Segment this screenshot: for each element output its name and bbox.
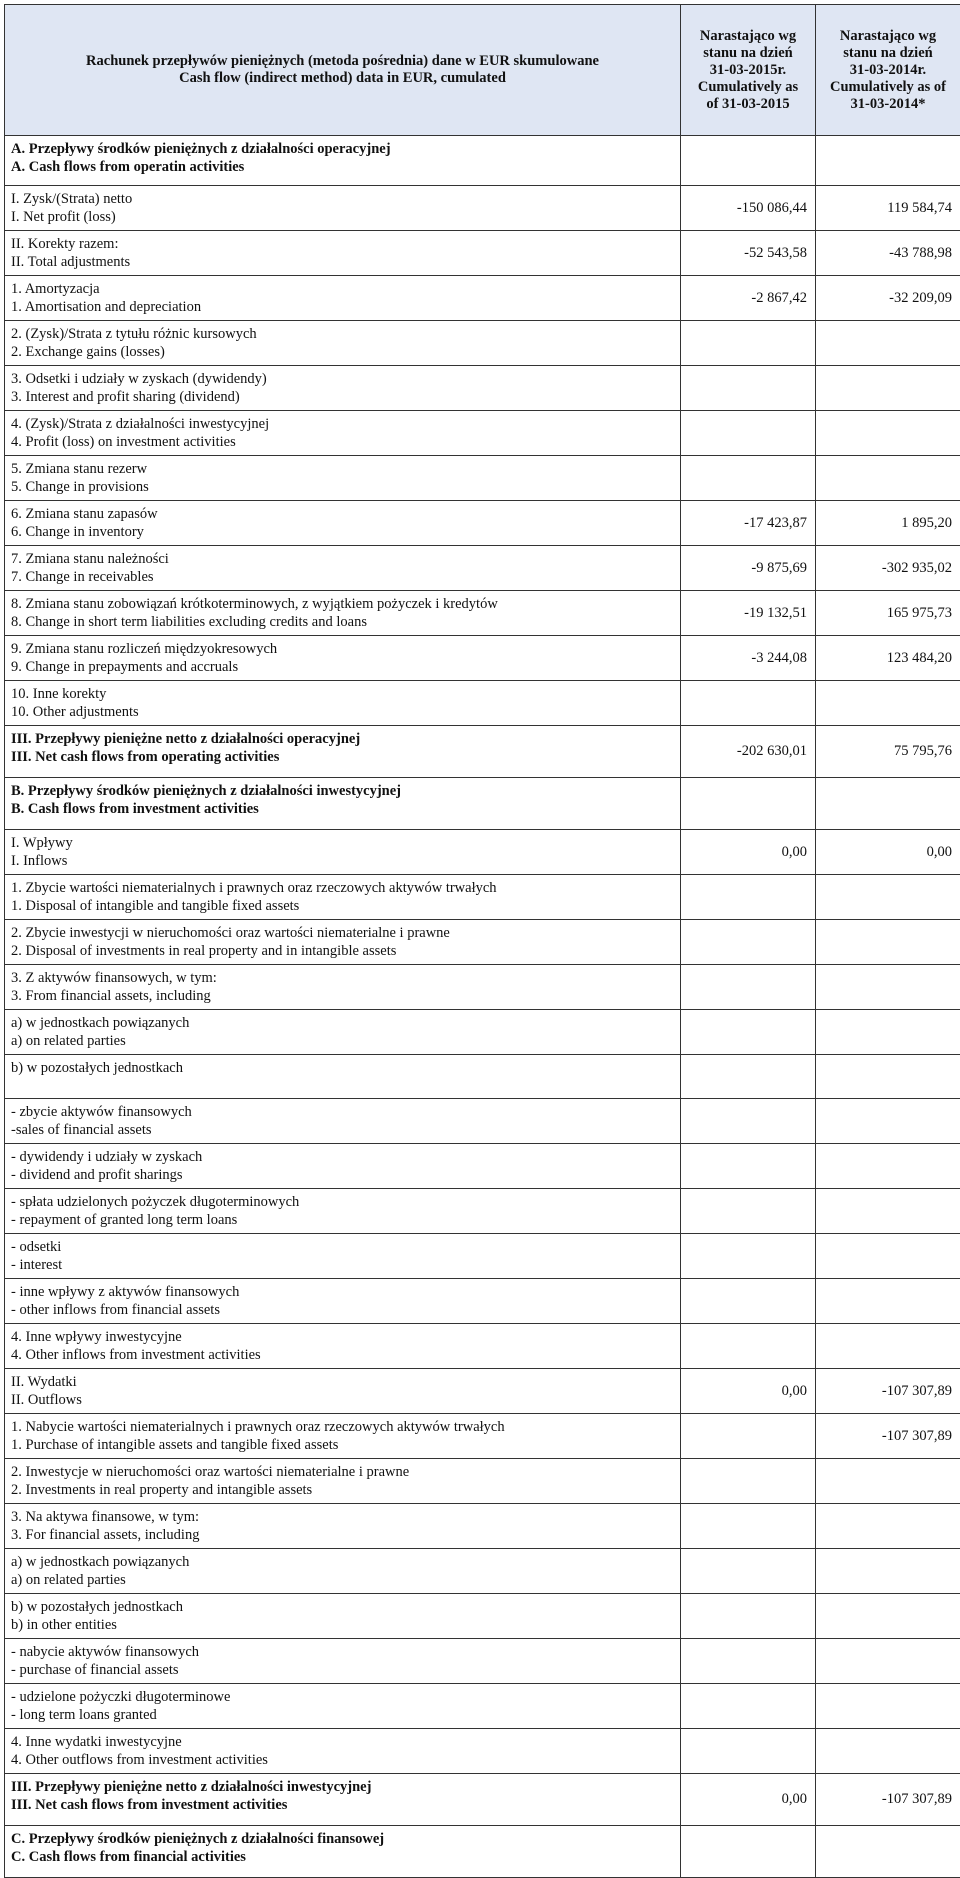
- row-label-pl: - odsetki: [11, 1238, 674, 1256]
- value-2015: [681, 681, 816, 726]
- value-2014: -107 307,89: [816, 1414, 960, 1459]
- row-label-pl: 7. Zmiana stanu należności: [11, 550, 674, 568]
- table-row: [5, 501, 960, 546]
- row-label-en: II. Total adjustments: [11, 253, 674, 271]
- row-description: [5, 546, 681, 591]
- value-2014: [816, 366, 960, 411]
- value-2015: -52 543,58: [681, 231, 816, 276]
- row-description: [5, 276, 681, 321]
- row-label-en: - repayment of granted long term loans: [11, 1211, 674, 1229]
- row-label-pl: II. Wydatki: [11, 1373, 674, 1391]
- value-2015: [681, 875, 816, 920]
- value-2014: [816, 1729, 960, 1774]
- row-description: [5, 920, 681, 965]
- value-2014: [816, 1504, 960, 1549]
- row-description: [5, 321, 681, 366]
- row-label-en: 4. Other inflows from investment activities: [11, 1346, 674, 1364]
- row-label-en: 3. From financial assets, including: [11, 987, 674, 1005]
- value-2014: 0,00: [816, 830, 960, 875]
- row-label-en: II. Outflows: [11, 1391, 674, 1409]
- value-2014: [816, 1010, 960, 1055]
- header-2014: Narastająco wg stanu na dzień 31-03-2014r. Cumulatively as of 31-03-2014*: [816, 5, 960, 136]
- table-row: [5, 411, 960, 456]
- row-label-pl: C. Przepływy środków pieniężnych z działalności finansowej: [11, 1830, 674, 1848]
- row-label-pl: 1. Zbycie wartości niematerialnych i prawnych oraz rzeczowych aktywów trwałych: [11, 879, 674, 897]
- row-description: [5, 1279, 681, 1324]
- table-row: [5, 1729, 960, 1774]
- value-2014: [816, 1684, 960, 1729]
- value-2015: [681, 920, 816, 965]
- value-2015: [681, 321, 816, 366]
- row-description: [5, 830, 681, 875]
- row-description: [5, 1189, 681, 1234]
- row-description: [5, 186, 681, 231]
- cash-flow-table: [4, 4, 960, 1878]
- row-label-en: 2. Disposal of investments in real property and in intangible assets: [11, 942, 674, 960]
- table-row: [5, 1234, 960, 1279]
- row-label-pl: 4. (Zysk)/Strata z działalności inwestycyjnej: [11, 415, 674, 433]
- row-label-en: A. Cash flows from operatin activities: [11, 158, 674, 176]
- table-row: [5, 830, 960, 875]
- value-2014: [816, 1459, 960, 1504]
- value-2014: [816, 321, 960, 366]
- table-row: [5, 456, 960, 501]
- row-label-pl: a) w jednostkach powiązanych: [11, 1014, 674, 1032]
- row-label-pl: a) w jednostkach powiązanych: [11, 1553, 674, 1571]
- row-label-en: - other inflows from financial assets: [11, 1301, 674, 1319]
- row-description: [5, 778, 681, 830]
- table-row: [5, 1826, 960, 1878]
- row-description: [5, 591, 681, 636]
- value-2015: [681, 1594, 816, 1639]
- value-2014: 119 584,74: [816, 186, 960, 231]
- value-2015: [681, 1826, 816, 1878]
- value-2014: [816, 1549, 960, 1594]
- value-2014: [816, 1324, 960, 1369]
- table-row: [5, 1189, 960, 1234]
- value-2014: -107 307,89: [816, 1369, 960, 1414]
- value-2014: [816, 1055, 960, 1099]
- row-description: [5, 456, 681, 501]
- cash-flow-statement: [4, 4, 960, 1878]
- header-description: Rachunek przepływów pieniężnych (metoda pośrednia) dane w EUR skumulowane Cash flow (indirect method) data in EUR, cumulated: [5, 5, 681, 136]
- value-2014: [816, 1279, 960, 1324]
- row-label-en: III. Net cash flows from operating activities: [11, 748, 674, 766]
- row-label-en: a) on related parties: [11, 1032, 674, 1050]
- value-2015: [681, 1144, 816, 1189]
- value-2014: 123 484,20: [816, 636, 960, 681]
- row-label-pl: III. Przepływy pieniężne netto z działalności inwestycyjnej: [11, 1778, 674, 1796]
- row-label-en: 1. Disposal of intangible and tangible fixed assets: [11, 897, 674, 915]
- table-row: [5, 1459, 960, 1504]
- value-2014: [816, 875, 960, 920]
- row-description: [5, 1729, 681, 1774]
- row-description: [5, 681, 681, 726]
- table-row: [5, 778, 960, 830]
- value-2014: [816, 1189, 960, 1234]
- value-2015: -17 423,87: [681, 501, 816, 546]
- row-label-pl: 3. Na aktywa finansowe, w tym:: [11, 1508, 674, 1526]
- row-label-pl: I. Zysk/(Strata) netto: [11, 190, 674, 208]
- row-description: [5, 636, 681, 681]
- row-label-en: - dividend and profit sharings: [11, 1166, 674, 1184]
- table-row: [5, 1324, 960, 1369]
- row-description: [5, 1099, 681, 1144]
- table-row: [5, 1414, 960, 1459]
- row-label-pl: 3. Odsetki i udziały w zyskach (dywidendy): [11, 370, 674, 388]
- row-label-en: 7. Change in receivables: [11, 568, 674, 586]
- row-description: [5, 231, 681, 276]
- value-2015: [681, 1324, 816, 1369]
- table-row: [5, 591, 960, 636]
- row-label-pl: 2. (Zysk)/Strata z tytułu różnic kursowych: [11, 325, 674, 343]
- row-description: [5, 136, 681, 186]
- row-description: [5, 1826, 681, 1878]
- value-2014: -43 788,98: [816, 231, 960, 276]
- row-description: [5, 1369, 681, 1414]
- row-description: [5, 1459, 681, 1504]
- value-2014: [816, 456, 960, 501]
- value-2015: [681, 1010, 816, 1055]
- row-description: [5, 1594, 681, 1639]
- row-description: [5, 1414, 681, 1459]
- value-2015: [681, 1234, 816, 1279]
- table-row: [5, 186, 960, 231]
- row-description: [5, 411, 681, 456]
- row-label-pl: 2. Zbycie inwestycji w nieruchomości oraz wartości niematerialne i prawne: [11, 924, 674, 942]
- row-label-pl: b) w pozostałych jednostkach: [11, 1598, 674, 1616]
- row-label-en: C. Cash flows from financial activities: [11, 1848, 674, 1866]
- row-label-en: 10. Other adjustments: [11, 703, 674, 721]
- row-label-pl: I. Wpływy: [11, 834, 674, 852]
- row-description: [5, 965, 681, 1010]
- value-2014: [816, 1099, 960, 1144]
- row-description: [5, 875, 681, 920]
- value-2015: -2 867,42: [681, 276, 816, 321]
- row-label-en: 1. Amortisation and depreciation: [11, 298, 674, 316]
- table-row: [5, 231, 960, 276]
- value-2015: [681, 1504, 816, 1549]
- value-2015: [681, 1684, 816, 1729]
- row-label-pl: II. Korekty razem:: [11, 235, 674, 253]
- table-header-row: [5, 5, 960, 136]
- row-label-en: 8. Change in short term liabilities excluding credits and loans: [11, 613, 674, 631]
- row-description: [5, 1774, 681, 1826]
- table-row: [5, 1504, 960, 1549]
- row-label-en: 5. Change in provisions: [11, 478, 674, 496]
- row-description: [5, 1324, 681, 1369]
- row-description: [5, 366, 681, 411]
- value-2015: [681, 1414, 816, 1459]
- row-label-en: - purchase of financial assets: [11, 1661, 674, 1679]
- row-label-en: 2. Investments in real property and intangible assets: [11, 1481, 674, 1499]
- value-2014: [816, 681, 960, 726]
- table-row: [5, 1549, 960, 1594]
- table-row: [5, 1684, 960, 1729]
- value-2015: [681, 1639, 816, 1684]
- value-2015: [681, 411, 816, 456]
- value-2015: [681, 1099, 816, 1144]
- row-label-en: I. Net profit (loss): [11, 208, 674, 226]
- row-label-pl: 4. Inne wydatki inwestycyjne: [11, 1733, 674, 1751]
- value-2014: [816, 411, 960, 456]
- table-row: [5, 726, 960, 778]
- table-row: [5, 546, 960, 591]
- table-row: [5, 1774, 960, 1826]
- value-2015: [681, 1189, 816, 1234]
- row-description: [5, 1549, 681, 1594]
- row-label-pl: 8. Zmiana stanu zobowiązań krótkoterminowych, z wyjątkiem pożyczek i kredytów: [11, 595, 674, 613]
- row-label-pl: b) w pozostałych jednostkach: [11, 1059, 674, 1077]
- row-label-en: a) on related parties: [11, 1571, 674, 1589]
- table-row: [5, 875, 960, 920]
- table-row: [5, 636, 960, 681]
- row-label-en: b) in other entities: [11, 1616, 674, 1634]
- value-2015: [681, 1055, 816, 1099]
- value-2014: -107 307,89: [816, 1774, 960, 1826]
- row-label-pl: 10. Inne korekty: [11, 685, 674, 703]
- row-label-en: 2. Exchange gains (losses): [11, 343, 674, 361]
- value-2014: [816, 778, 960, 830]
- row-label-en: I. Inflows: [11, 852, 674, 870]
- value-2015: [681, 1549, 816, 1594]
- row-label-pl: - inne wpływy z aktywów finansowych: [11, 1283, 674, 1301]
- value-2015: -9 875,69: [681, 546, 816, 591]
- row-label-en: - long term loans granted: [11, 1706, 674, 1724]
- row-label-pl: - udzielone pożyczki długoterminowe: [11, 1688, 674, 1706]
- value-2014: 1 895,20: [816, 501, 960, 546]
- value-2015: [681, 456, 816, 501]
- row-label-pl: 3. Z aktywów finansowych, w tym:: [11, 969, 674, 987]
- row-label-en: 6. Change in inventory: [11, 523, 674, 541]
- row-label-pl: 1. Nabycie wartości niematerialnych i prawnych oraz rzeczowych aktywów trwałych: [11, 1418, 674, 1436]
- row-label-pl: 5. Zmiana stanu rezerw: [11, 460, 674, 478]
- value-2015: [681, 778, 816, 830]
- value-2014: 165 975,73: [816, 591, 960, 636]
- value-2014: 75 795,76: [816, 726, 960, 778]
- table-row: [5, 920, 960, 965]
- table-row: [5, 965, 960, 1010]
- table-row: [5, 1594, 960, 1639]
- table-row: [5, 1010, 960, 1055]
- table-row: [5, 276, 960, 321]
- value-2014: [816, 965, 960, 1010]
- value-2015: [681, 136, 816, 186]
- value-2014: [816, 1594, 960, 1639]
- row-description: [5, 1144, 681, 1189]
- value-2015: [681, 1459, 816, 1504]
- row-description: [5, 1684, 681, 1729]
- row-description: [5, 1234, 681, 1279]
- row-label-pl: - spłata udzielonych pożyczek długoterminowych: [11, 1193, 674, 1211]
- table-row: [5, 1144, 960, 1189]
- row-description: [5, 1504, 681, 1549]
- row-label-en: 9. Change in prepayments and accruals: [11, 658, 674, 676]
- row-label-pl: 1. Amortyzacja: [11, 280, 674, 298]
- row-description: [5, 726, 681, 778]
- value-2014: [816, 136, 960, 186]
- value-2015: [681, 965, 816, 1010]
- value-2015: 0,00: [681, 1369, 816, 1414]
- table-row: [5, 1099, 960, 1144]
- value-2014: -32 209,09: [816, 276, 960, 321]
- row-label-pl: 6. Zmiana stanu zapasów: [11, 505, 674, 523]
- table-row: [5, 321, 960, 366]
- value-2014: [816, 920, 960, 965]
- value-2014: -302 935,02: [816, 546, 960, 591]
- table-row: [5, 1279, 960, 1324]
- row-label-pl: A. Przepływy środków pieniężnych z działalności operacyjnej: [11, 140, 674, 158]
- row-label-en: -sales of financial assets: [11, 1121, 674, 1139]
- value-2014: [816, 1639, 960, 1684]
- row-label-pl: III. Przepływy pieniężne netto z działalności operacyjnej: [11, 730, 674, 748]
- value-2015: -150 086,44: [681, 186, 816, 231]
- value-2014: [816, 1234, 960, 1279]
- value-2015: -19 132,51: [681, 591, 816, 636]
- row-description: [5, 1055, 681, 1099]
- table-row: [5, 366, 960, 411]
- row-label-en: 3. For financial assets, including: [11, 1526, 674, 1544]
- value-2014: [816, 1826, 960, 1878]
- row-description: [5, 501, 681, 546]
- row-label-en: 4. Other outflows from investment activities: [11, 1751, 674, 1769]
- value-2015: 0,00: [681, 1774, 816, 1826]
- row-description: [5, 1639, 681, 1684]
- value-2015: -202 630,01: [681, 726, 816, 778]
- value-2015: [681, 1729, 816, 1774]
- value-2015: [681, 366, 816, 411]
- row-label-en: III. Net cash flows from investment activities: [11, 1796, 674, 1814]
- table-row: [5, 1055, 960, 1099]
- row-label-en: - interest: [11, 1256, 674, 1274]
- row-description: [5, 1010, 681, 1055]
- row-label-pl: 2. Inwestycje w nieruchomości oraz wartości niematerialne i prawne: [11, 1463, 674, 1481]
- table-row: [5, 1639, 960, 1684]
- table-row: [5, 681, 960, 726]
- table-row: [5, 136, 960, 186]
- row-label-pl: 9. Zmiana stanu rozliczeń międzyokresowych: [11, 640, 674, 658]
- row-label-pl: - dywidendy i udziały w zyskach: [11, 1148, 674, 1166]
- value-2014: [816, 1144, 960, 1189]
- row-label-pl: - nabycie aktywów finansowych: [11, 1643, 674, 1661]
- row-label-en: 3. Interest and profit sharing (dividend): [11, 388, 674, 406]
- row-label-pl: B. Przepływy środków pieniężnych z działalności inwestycyjnej: [11, 782, 674, 800]
- row-label-en: B. Cash flows from investment activities: [11, 800, 674, 818]
- header-2015: Narastająco wg stanu na dzień 31-03-2015r. Cumulatively as of 31-03-2015: [681, 5, 816, 136]
- row-label-pl: 4. Inne wpływy inwestycyjne: [11, 1328, 674, 1346]
- row-label-en: 4. Profit (loss) on investment activities: [11, 433, 674, 451]
- row-label-en: 1. Purchase of intangible assets and tangible fixed assets: [11, 1436, 674, 1454]
- value-2015: [681, 1279, 816, 1324]
- table-row: [5, 1369, 960, 1414]
- row-label-pl: - zbycie aktywów finansowych: [11, 1103, 674, 1121]
- value-2015: -3 244,08: [681, 636, 816, 681]
- value-2015: 0,00: [681, 830, 816, 875]
